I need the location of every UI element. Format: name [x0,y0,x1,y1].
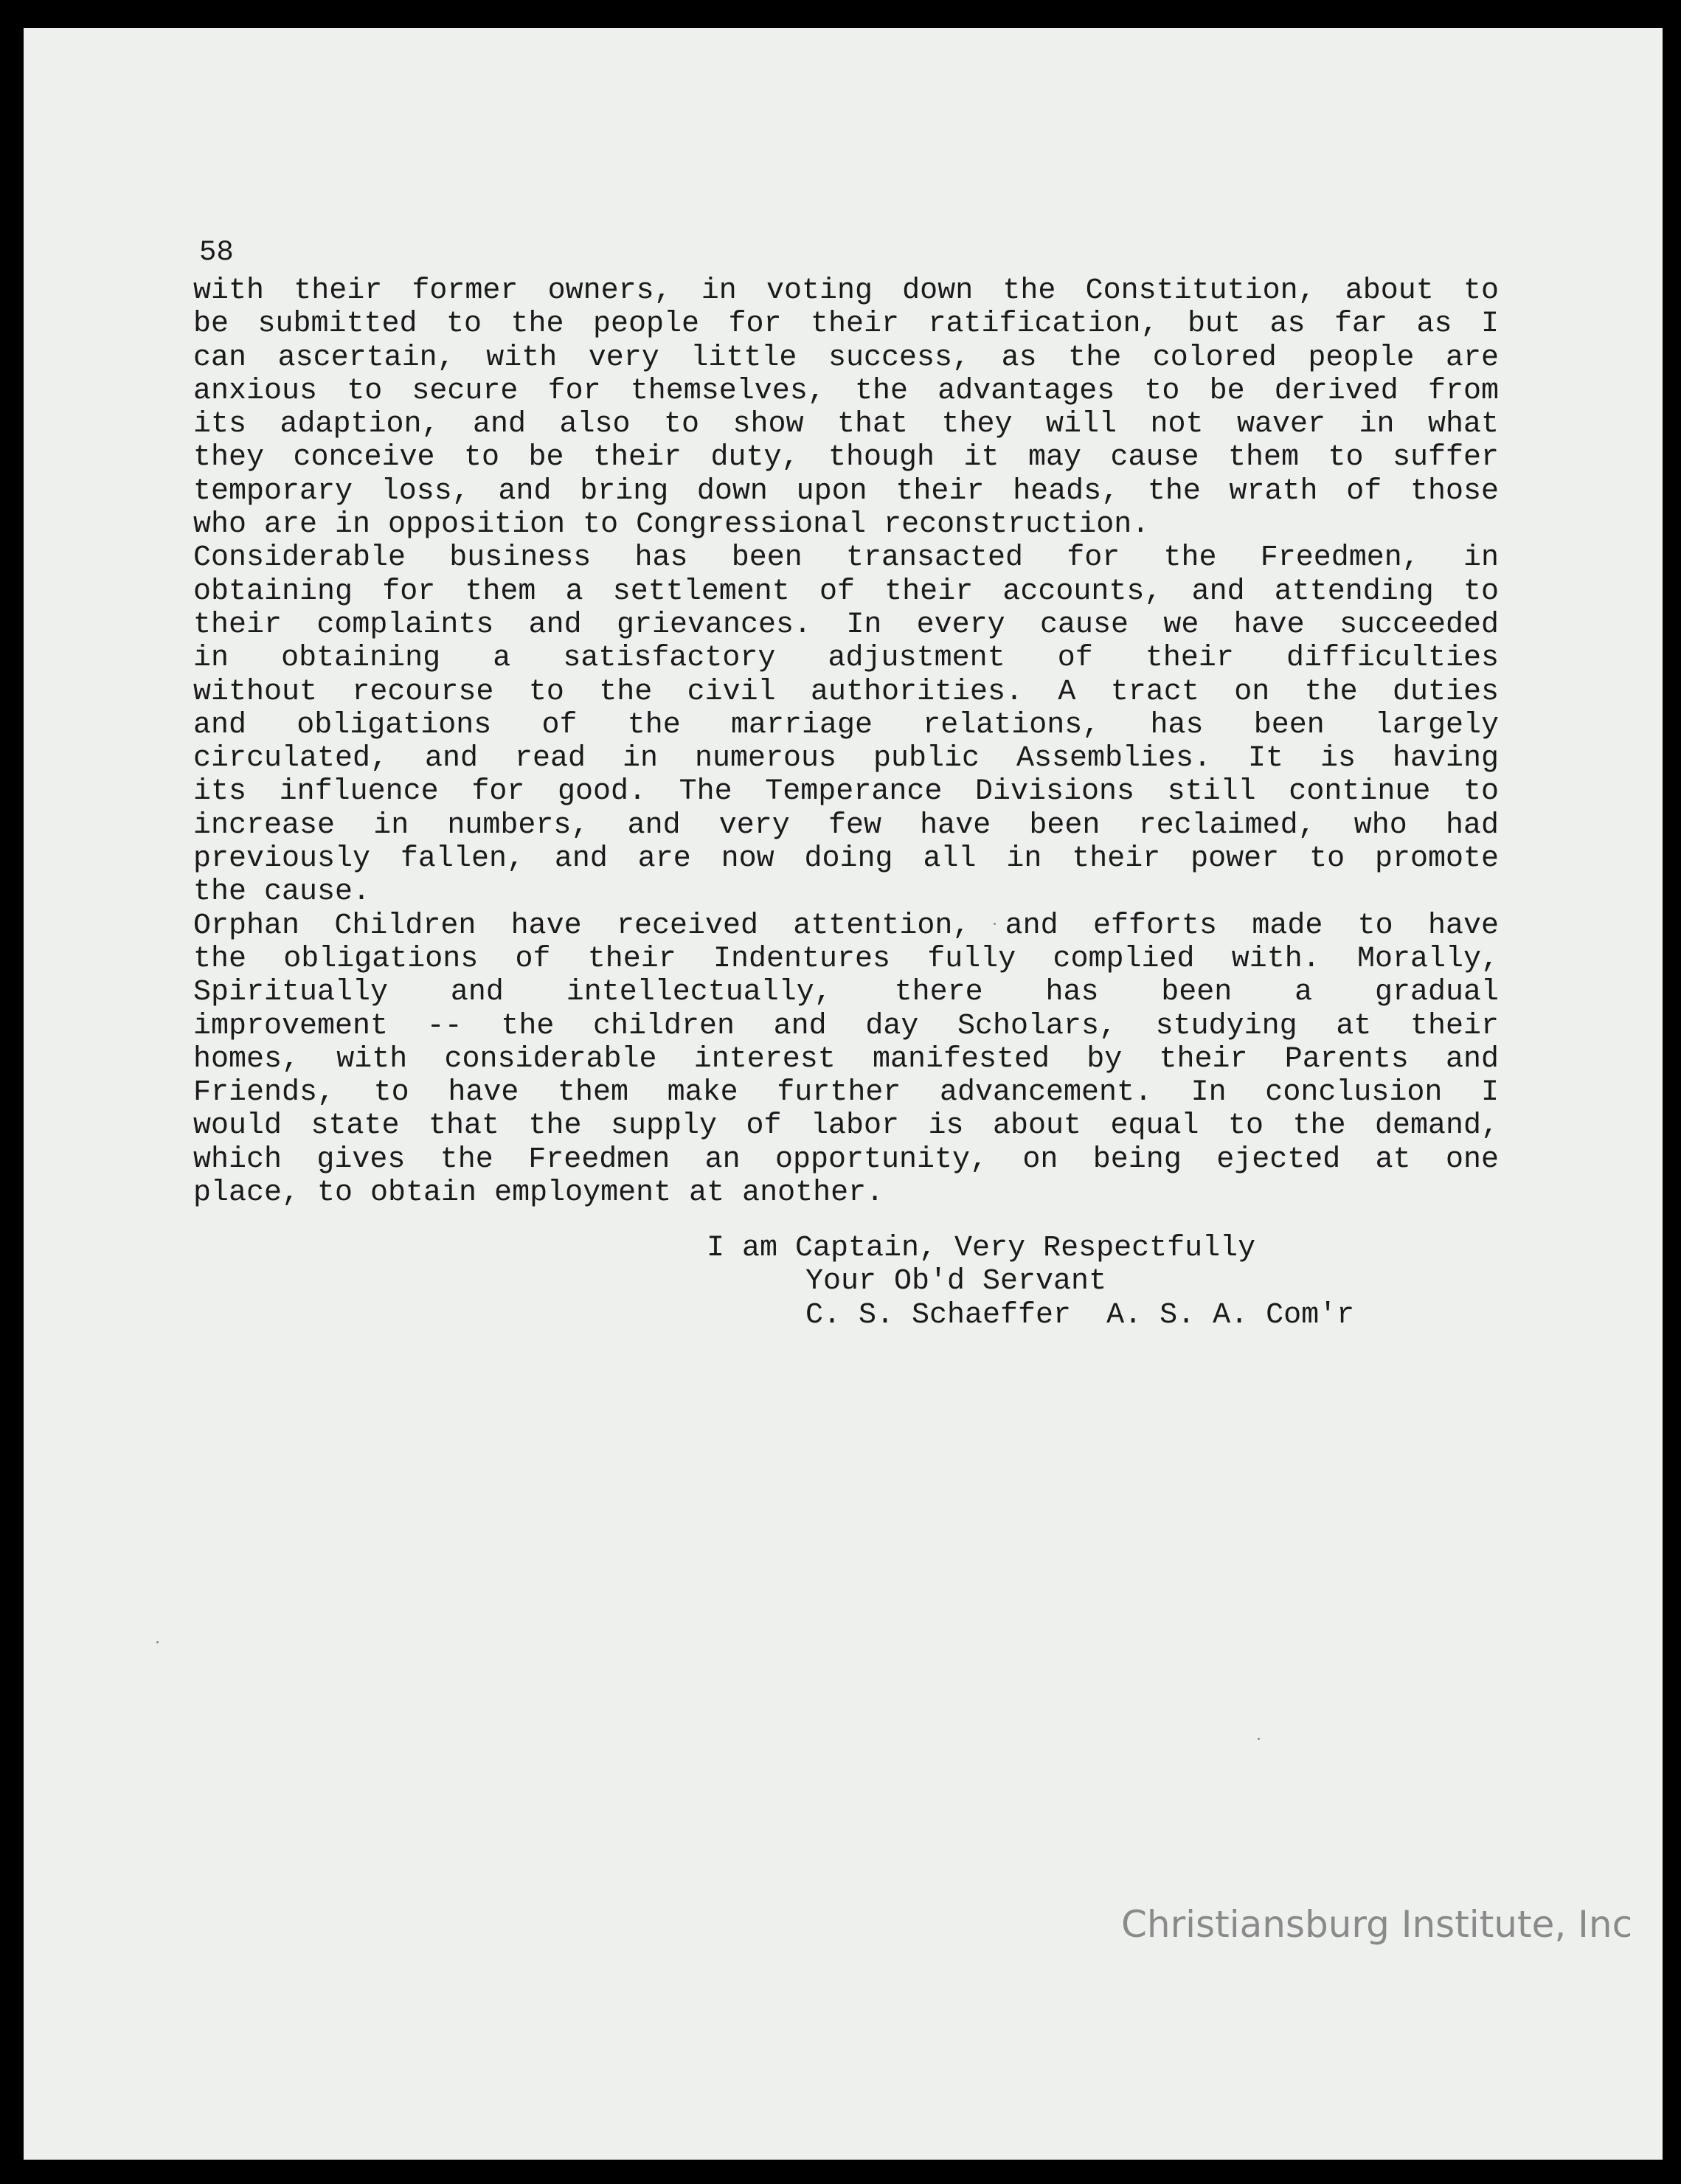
text-line: Considerable business has been transacted for the Freedmen, in [193,541,1499,575]
paper-speck [156,1641,159,1643]
text-line: obtaining for them a settlement of their accounts, and attending to [193,575,1499,609]
text-line: be submitted to the people for their ratification, but as far as I [193,308,1499,342]
text-line: circulated, and read in numerous public Assemblies. It is having [193,742,1499,776]
letter-closing [193,1232,1499,1332]
text-line: its adaption, and also to show that they will not waver in what [193,408,1499,442]
text-line: anxious to secure for themselves, the advantages to be derived from [193,374,1499,408]
paragraph [193,274,1499,541]
text-line: improvement -- the children and day Scholars, studying at their [193,1009,1499,1043]
text-line: without recourse to the civil authorities. A tract on the duties [193,675,1499,709]
closing-salutation: I am Captain, Very Respectfully [707,1232,1256,1265]
text-line: their complaints and grievances. In every cause we have succeeded [193,608,1499,642]
text-line: who are in opposition to Congressional reconstruction. [193,508,1150,542]
text-line: the obligations of their Indentures fully complied with. Morally, [193,942,1499,976]
text-line: which gives the Freedmen an opportunity, on being ejected at one [193,1143,1499,1176]
text-line: would state that the supply of labor is about equal to the demand, [193,1109,1499,1143]
text-line: Friends, to have them make further advancement. In conclusion I [193,1076,1499,1110]
text-line: in obtaining a satisfactory adjustment of their difficulties [193,642,1499,676]
text-line: temporary loss, and bring down upon their heads, the wrath of those [193,474,1499,508]
page-number: 58 [199,236,234,268]
text-line: Spiritually and intellectually, there has been a gradual [193,976,1499,1010]
paragraph [193,541,1499,909]
paper-speck [1258,1738,1260,1740]
text-line: homes, with considerable interest manifested by their Parents and [193,1042,1499,1076]
watermark: Christiansburg Institute, Inc [1121,1903,1633,1946]
text-line: and obligations of the marriage relations, has been largely [193,708,1499,742]
text-line: the cause. [193,876,371,909]
text-line: place, to obtain employment at another. [193,1176,884,1210]
text-line: previously fallen, and are now doing all in their power to promote [193,842,1499,876]
text-line: can ascertain, with very little success, as the colored people are [193,341,1499,375]
letter-body [193,274,1499,1210]
text-line: with their former owners, in voting down the Constitution, about to [193,274,1499,308]
text-line: they conceive to be their duty, though it may cause them to suffer [193,441,1499,475]
text-line: Orphan Children have received attention, and efforts made to have [193,909,1499,943]
closing-servant: Your Ob'd Servant [805,1265,1107,1299]
text-line: its influence for good. The Temperance Divisions still continue to [193,775,1499,809]
paragraph [193,909,1499,1210]
signature-name: C. S. Schaeffer A. S. A. Com'r [805,1298,1355,1332]
text-line: increase in numbers, and very few have been reclaimed, who had [193,808,1499,842]
